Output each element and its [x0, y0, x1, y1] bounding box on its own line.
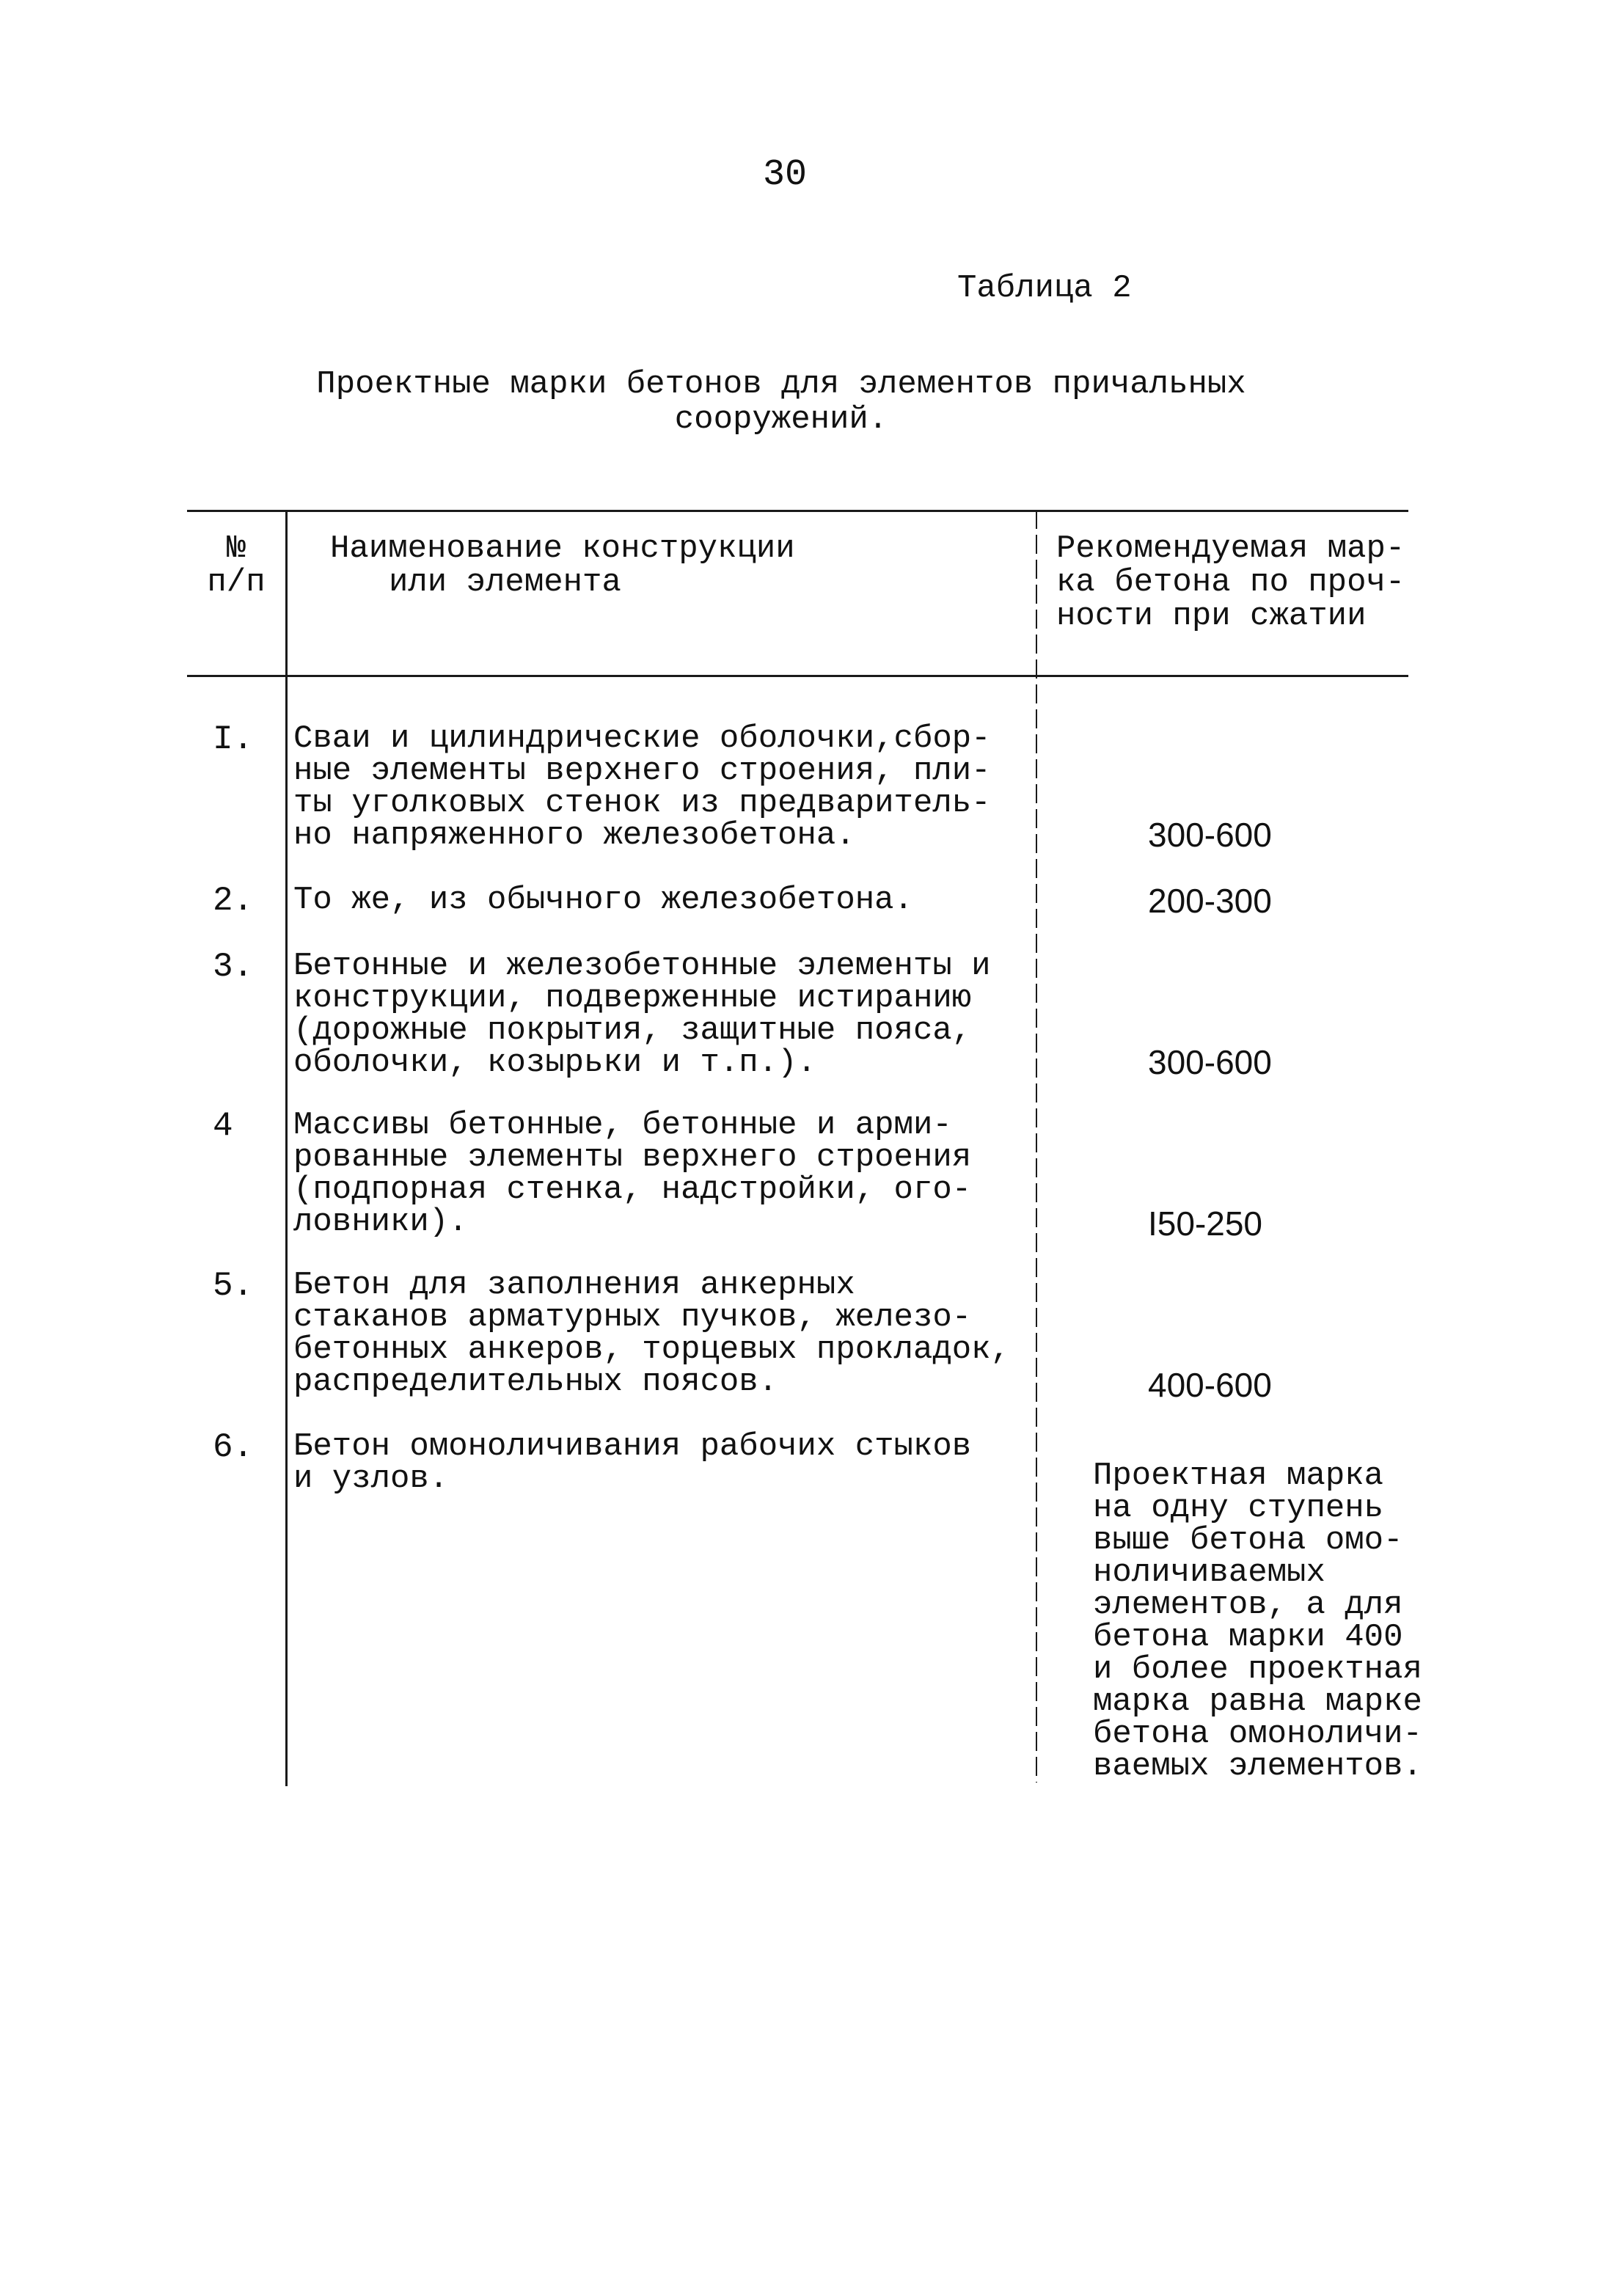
row-description-line: Массивы бетонные, бетонные и арми-	[293, 1107, 952, 1144]
row-grade-note-line: выше бетона омо-	[1093, 1522, 1403, 1559]
row-number: 3.	[213, 948, 254, 986]
row-description-line: рованные элементы верхнего строения	[293, 1139, 972, 1176]
row-description-line: конструкции, подверженные истиранию	[293, 980, 972, 1017]
table-title	[279, 367, 1284, 437]
row-grade: 200-300	[1148, 882, 1272, 920]
row-description	[293, 1109, 971, 1238]
table-label: Таблица 2	[957, 270, 1132, 307]
table-column-divider-right	[1036, 510, 1037, 1783]
row-description-line: распределительных поясов.	[293, 1364, 778, 1400]
row-grade-note-line: ваемых элементов.	[1093, 1748, 1422, 1785]
row-number: 5.	[213, 1267, 254, 1305]
row-grade: 300-600	[1148, 1043, 1272, 1081]
row-description	[293, 720, 991, 854]
table-title-line: сооружений.	[674, 401, 888, 438]
page-number: 30	[763, 154, 808, 196]
table-top-rule	[187, 510, 1408, 512]
row-description-line: (дорожные покрытия, защитные пояса,	[293, 1012, 972, 1049]
row-description-line: ные элементы верхнего строения, пли-	[293, 753, 991, 789]
row-description-line: То же, из обычного железобетона.	[293, 882, 913, 918]
row-grade: 400-600	[1148, 1366, 1272, 1404]
table-header-rule	[187, 675, 1408, 677]
header-grade-line: ка бетона по проч-	[1056, 564, 1405, 601]
table-column-divider-left	[285, 510, 288, 1786]
header-grade-line: ности при сжатии	[1056, 598, 1367, 635]
row-grade-note-line: марка равна марке	[1093, 1683, 1422, 1720]
row-grade-note	[1093, 1460, 1422, 1783]
row-grade-note-line: Проектная марка	[1093, 1458, 1384, 1494]
row-description-line: бетонных анкеров, торцевых прокладок,	[293, 1331, 1010, 1368]
header-number-label: п/п	[207, 564, 266, 601]
row-number: 2.	[213, 882, 254, 920]
row-grade-note-line: на одну ступень	[1093, 1490, 1384, 1527]
row-description	[293, 884, 913, 916]
row-grade-note-line: элементов, а для	[1093, 1587, 1403, 1623]
row-description-line: (подпорная стенка, надстройки, ого-	[293, 1171, 972, 1208]
row-description-line: Сваи и цилиндрические оболочки,сбор-	[293, 720, 991, 757]
row-grade: I50-250	[1148, 1204, 1263, 1243]
header-name-line: Наименование конструкции	[330, 530, 795, 567]
row-description-line: и узлов.	[293, 1460, 449, 1497]
header-grade-column	[1056, 532, 1405, 633]
row-grade-note-line: и более проектная	[1093, 1651, 1422, 1688]
row-number: I.	[213, 720, 254, 758]
header-number-symbol: №	[226, 530, 246, 567]
row-number: 6.	[213, 1428, 254, 1466]
header-name-column	[330, 532, 795, 599]
row-description	[293, 1269, 1010, 1398]
header-grade-line: Рекомендуемая мар-	[1056, 530, 1405, 567]
row-description-line: ловники).	[293, 1204, 468, 1240]
row-number: 4	[213, 1107, 233, 1145]
row-description-line: Бетон для заполнения анкерных	[293, 1267, 855, 1304]
row-description-line: стаканов арматурных пучков, железо-	[293, 1299, 972, 1336]
row-description-line: но напряженного железобетона.	[293, 817, 855, 854]
row-description-line: ты уголковых стенок из предваритель-	[293, 785, 991, 822]
row-description	[293, 950, 991, 1079]
row-grade-note-line: ноличиваемых	[1093, 1554, 1325, 1591]
table-title-line: Проектные марки бетонов для элементов причальных	[316, 366, 1246, 403]
header-name-line: или элемента	[389, 564, 621, 601]
row-grade-note-line: бетона марки 400	[1093, 1619, 1403, 1656]
row-grade-note-line: бетона омоноличи-	[1093, 1716, 1422, 1752]
row-grade: 300-600	[1148, 816, 1272, 854]
header-number-column	[207, 532, 266, 599]
row-description-line: оболочки, козырьки и т.п.).	[293, 1045, 816, 1081]
row-description	[293, 1430, 971, 1495]
row-description-line: Бетонные и железобетонные элементы и	[293, 948, 991, 984]
row-description-line: Бетон омоноличивания рабочих стыков	[293, 1428, 972, 1465]
